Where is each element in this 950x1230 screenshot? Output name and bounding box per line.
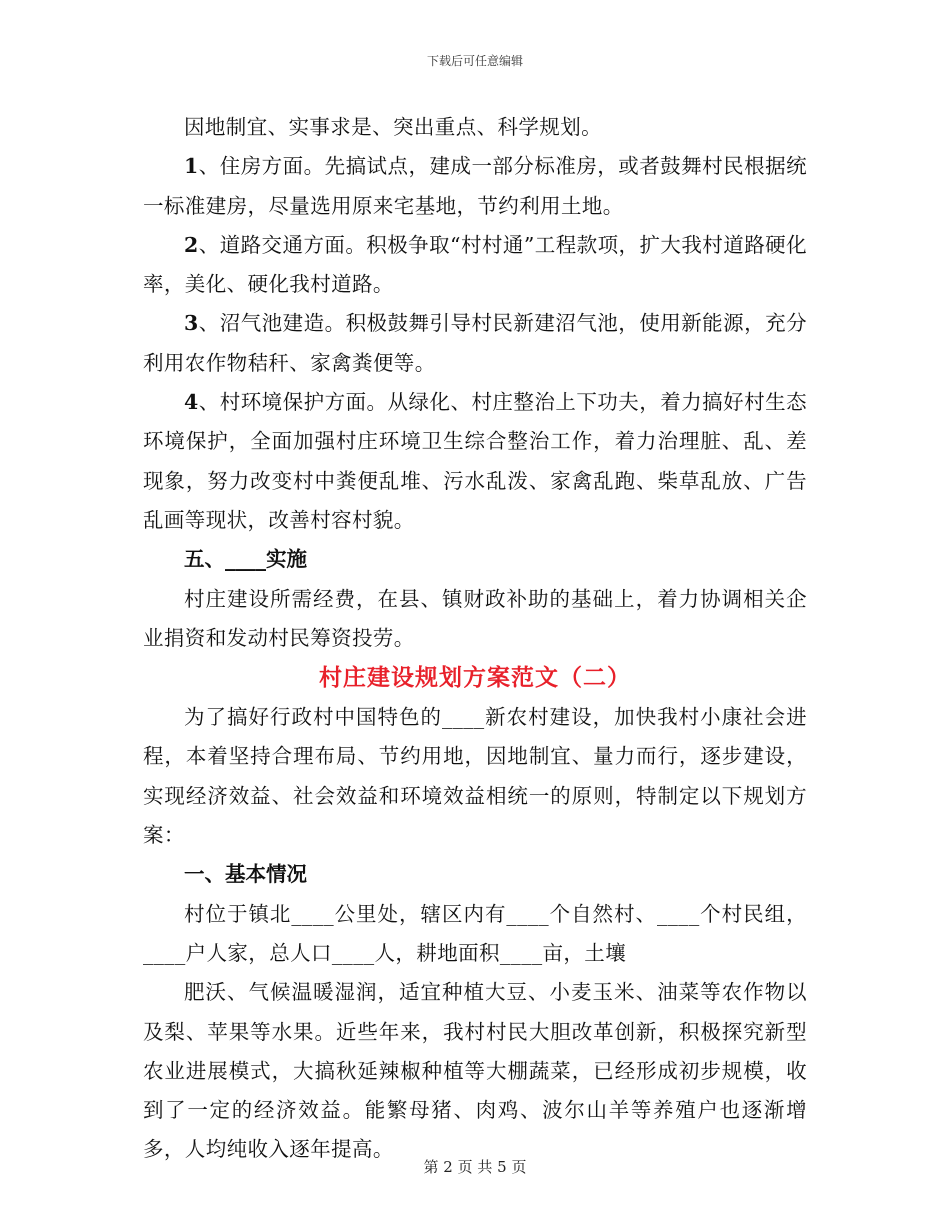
paragraph-text: 、道路交通方面。积极争取“村村通”工程款项，扩大我村道路硬化率，美化、硬化我村道路。 bbox=[143, 232, 807, 297]
item-number: 3 bbox=[184, 311, 199, 336]
item-number: 1 bbox=[184, 154, 199, 179]
paragraph-biogas bbox=[143, 304, 807, 383]
document-body bbox=[143, 108, 807, 1170]
paragraph-village-location: 村位于镇北____公里处，辖区内有____个自然村、____个村民组，____户人家，总人口____人，耕地面积____亩，土壤 bbox=[143, 901, 807, 965]
paragraph-environment bbox=[143, 383, 807, 540]
paragraph-roads bbox=[143, 226, 807, 305]
paragraph-village-economy: 肥沃、气候温暖湿润，适宜种植大豆、小麦玉米、油菜等农作物以及梨、苹果等水果。近些年来，我村村民大胆改革创新，积极探究新型农业进展模式，大搞秋延辣椒种植等大棚蔬菜，已经形成初步规模，收到了一定的经济效益。能繁母猪、肉鸡、波尔山羊等养殖户也逐渐增多，人均纯收入逐年提高。 bbox=[143, 980, 807, 1162]
page-header-note: 下载后可任意编辑 bbox=[426, 54, 523, 68]
paragraph-intro: 为了搞好行政村中国特色的____新农村建设，加快我村小康社会进程，本着坚持合理布局、节约用地，因地制宜、量力而行，逐步建设，实现经济效益、社会效益和环境效益相统一的原则，特制定以下规划方案： bbox=[143, 705, 807, 848]
paragraph-text: 、村环境保护方面。从绿化、村庄整治上下功夫，着力搞好村生态环境保护，全面加强村庄环境卫生综合整治工作，着力治理脏、乱、差现象，努力改变村中粪便乱堆、污水乱泼、家禽乱跑、柴草乱放、广告乱画等现状，改善村容村貌。 bbox=[143, 390, 807, 532]
item-number: 2 bbox=[184, 232, 199, 257]
item-number: 4 bbox=[184, 390, 199, 415]
paragraph-funding: 村庄建设所需经费，在县、镇财政补助的基础上，着力协调相关企业捐资和发动村民筹资投劳。 bbox=[143, 586, 807, 650]
document-title: 村庄建设规划方案范文（二） bbox=[319, 664, 631, 692]
paragraph-housing bbox=[143, 147, 807, 226]
section-heading-implementation: 五、____实施 bbox=[184, 547, 307, 572]
paragraph-text: 、住房方面。先搞试点，建成一部分标准房，或者鼓舞村民根据统一标准建房，尽量选用原来宅基地，节约利用土地。 bbox=[143, 154, 807, 218]
section-heading-basic-info: 一、基本情况 bbox=[184, 862, 307, 887]
paragraph-principles: 因地制宜、实事求是、突出重点、科学规划。 bbox=[184, 115, 602, 139]
page-number: 第 2 页 共 5 页 bbox=[423, 1158, 527, 1176]
paragraph-text: 、沼气池建造。积极鼓舞引导村民新建沼气池，使用新能源，充分利用农作物秸秆、家禽粪便等。 bbox=[143, 311, 807, 375]
